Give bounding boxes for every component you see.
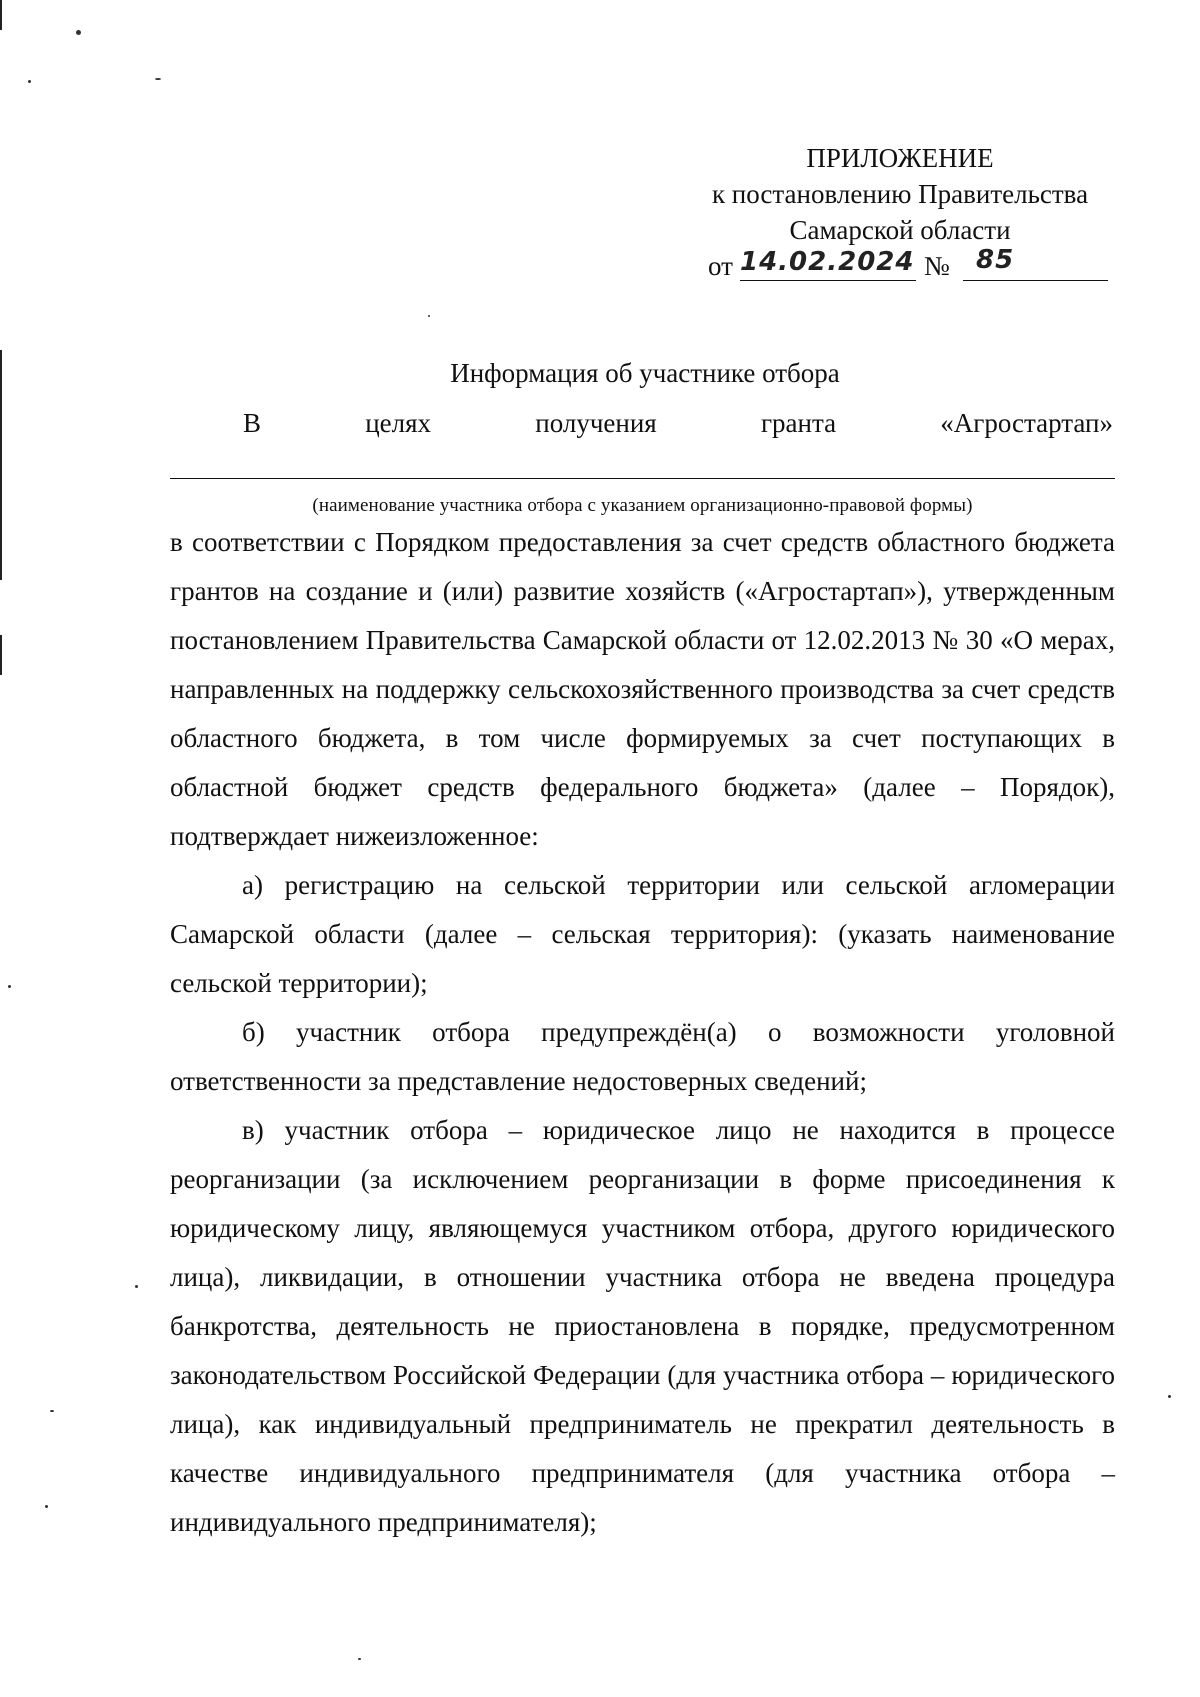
appendix-date-number-line: [708, 245, 1110, 288]
scan-speck: [28, 80, 31, 83]
scan-speck: [155, 78, 161, 80]
appendix-line-1: к постановлению Правительства: [711, 179, 1089, 209]
scan-speck: [76, 30, 81, 35]
scan-speck: [1168, 1395, 1171, 1398]
scan-speck: [135, 1285, 138, 1288]
scan-edge-mark: [0, 0, 2, 30]
handwritten-date: 14.02.2024: [740, 247, 915, 277]
document-body: [170, 518, 1115, 1547]
scan-speck: [8, 985, 11, 988]
document-title: Информация об участнике отбора: [450, 358, 840, 388]
handwritten-number: 85: [976, 245, 1015, 275]
scan-edge-mark: [0, 635, 2, 675]
number-prefix: №: [924, 251, 950, 281]
purpose-line: [243, 408, 1113, 439]
purpose-word: получения: [535, 408, 657, 438]
appendix-line-2: Самарской области: [789, 215, 1011, 245]
appendix-header: [690, 140, 1110, 288]
paragraph-item-v: в) участник отбора – юридическое лицо не находится в процессе реорганизации (за исключением реорганизации в форме присоединения к юридическому лицу, являющемуся участником отбора, другого юридического лица), ликвидации, в отношении участника отбора не введена процедура банкротства, деятельность не приостановлена в порядке, предусмотренном законодательством Российской Федерации (для участника отбора – юридического лица), как индивидуальный предприниматель не прекратил деятельность в качестве индивидуального предпринимателя (для участника отбора – индивидуального предпринимателя);: [170, 1115, 1115, 1537]
scan-speck: [45, 1505, 48, 1508]
purpose-word: целях: [365, 408, 432, 438]
blank-caption: (наименование участника отбора с указанием организационно-правовой формы): [312, 495, 973, 516]
participant-name-blank: [170, 478, 1115, 479]
purpose-word: В: [243, 408, 262, 438]
paragraph-intro: в соответствии с Порядком предоставления за счет средств областного бюджета грантов на создание и (или) развитие хозяйств («Агростартап»), утвержденным постановлением Правительства Самарской области от 12.02.2013 № 30 «О мерах, направленных на поддержку сельскохозяйственного производства за счет средств областного бюджета, в том числе формируемых за счет поступающих в областной бюджет средств федерального бюджета» (далее – Порядок), подтверждает нижеизложенное:: [170, 527, 1115, 851]
number-underline: [963, 280, 1108, 281]
paragraph-item-a: а) регистрацию на сельской территории или сельской агломерации Самарской области (далее – сельская территория): (указать наименование сельской территории);: [170, 870, 1115, 998]
appendix-title: ПРИЛОЖЕНИЕ: [806, 143, 994, 173]
date-prefix: от: [708, 251, 733, 281]
paragraph-item-b: б) участник отбора предупреждён(а) о возможности уголовной ответственности за представление недостоверных сведений;: [170, 1017, 1115, 1096]
purpose-word: «Агростартап»: [940, 408, 1113, 438]
date-underline: [740, 280, 916, 281]
scan-speck: [428, 315, 430, 317]
scan-speck: [50, 1410, 54, 1412]
purpose-word: гранта: [760, 408, 837, 438]
scan-speck: [358, 1658, 361, 1660]
